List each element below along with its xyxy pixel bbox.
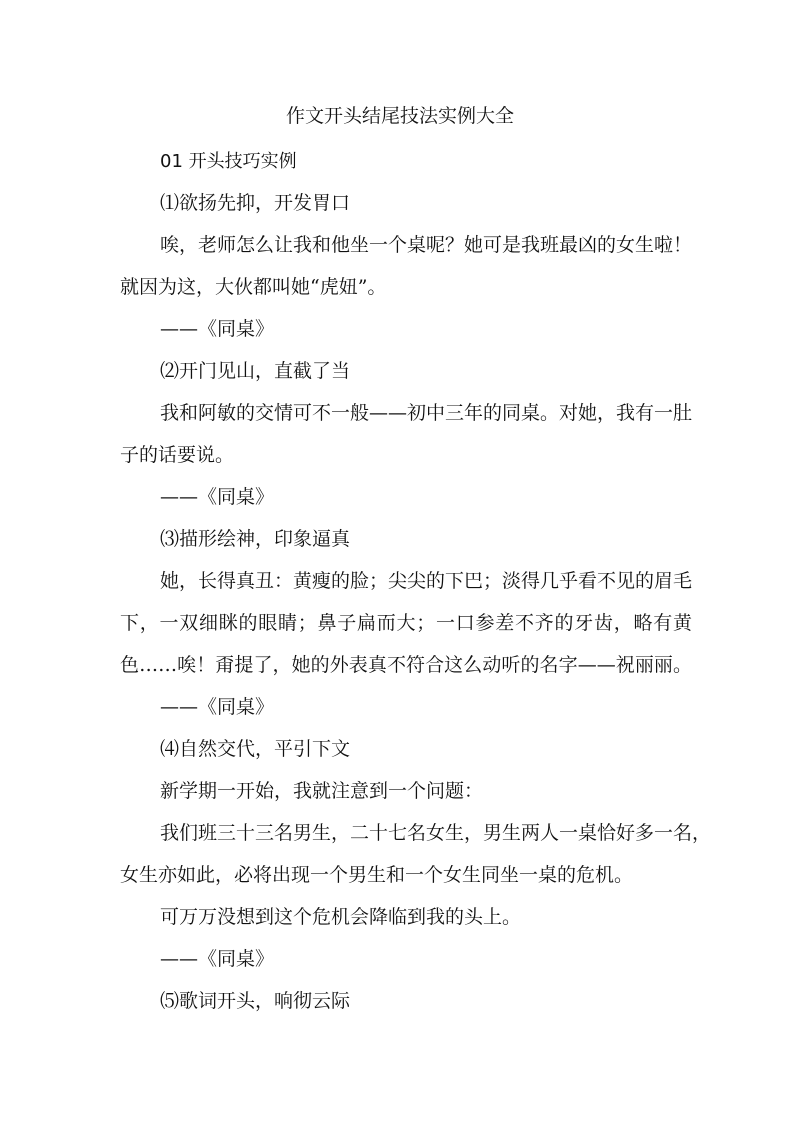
section-heading: 01 开头技巧实例 (160, 151, 297, 172)
item-3-source: ——《同桌》 (160, 696, 275, 718)
item-2-heading: ⑵开门见山，直截了当 (160, 360, 351, 382)
item-4-heading: ⑷自然交代，平引下文 (160, 738, 351, 760)
item-3-line-2: 下，一双细眯的眼睛；鼻子扁而大；一口参差不齐的牙齿，略有黄 (120, 612, 692, 634)
item-2-line-1: 我和阿敏的交情可不一般——初中三年的同桌。对她，我有一肚 (160, 402, 693, 424)
item-1-source: ——《同桌》 (160, 318, 275, 340)
item-4-line-2: 我们班三十三名男生，二十七名女生，男生两人一桌恰好多一名， (160, 822, 712, 844)
item-4-line-3: 女生亦如此，必将出现一个男生和一个女生同坐一桌的危机。 (120, 864, 634, 886)
item-4-line-4: 可万万没想到这个危机会降临到我的头上。 (160, 906, 522, 928)
item-5-heading: ⑸歌词开头，响彻云际 (160, 990, 351, 1012)
item-2-source: ——《同桌》 (160, 486, 275, 508)
item-4-line-1: 新学期一开始，我就注意到一个问题： (160, 780, 484, 802)
item-1-line-1: 唉，老师怎么让我和他坐一个桌呢？她可是我班最凶的女生啦！ (160, 234, 693, 256)
document-title: 作文开头结尾技法实例大全 (285, 105, 514, 127)
item-2-line-2: 子的话要说。 (120, 444, 235, 466)
item-3-heading: ⑶描形绘神，印象逼真 (160, 528, 351, 550)
item-3-line-1: 她，长得真丑：黄瘦的脸；尖尖的下巴；淡得几乎看不见的眉毛 (160, 570, 693, 592)
item-1-line-2: 就因为这，大伙都叫她“虎妞”。 (120, 276, 387, 298)
item-1-heading: ⑴欲扬先抑，开发胃口 (160, 192, 351, 214)
item-3-line-3: 色……唉！甭提了，她的外表真不符合这么动听的名字——祝丽丽。 (120, 654, 692, 676)
item-4-source: ——《同桌》 (160, 948, 275, 970)
